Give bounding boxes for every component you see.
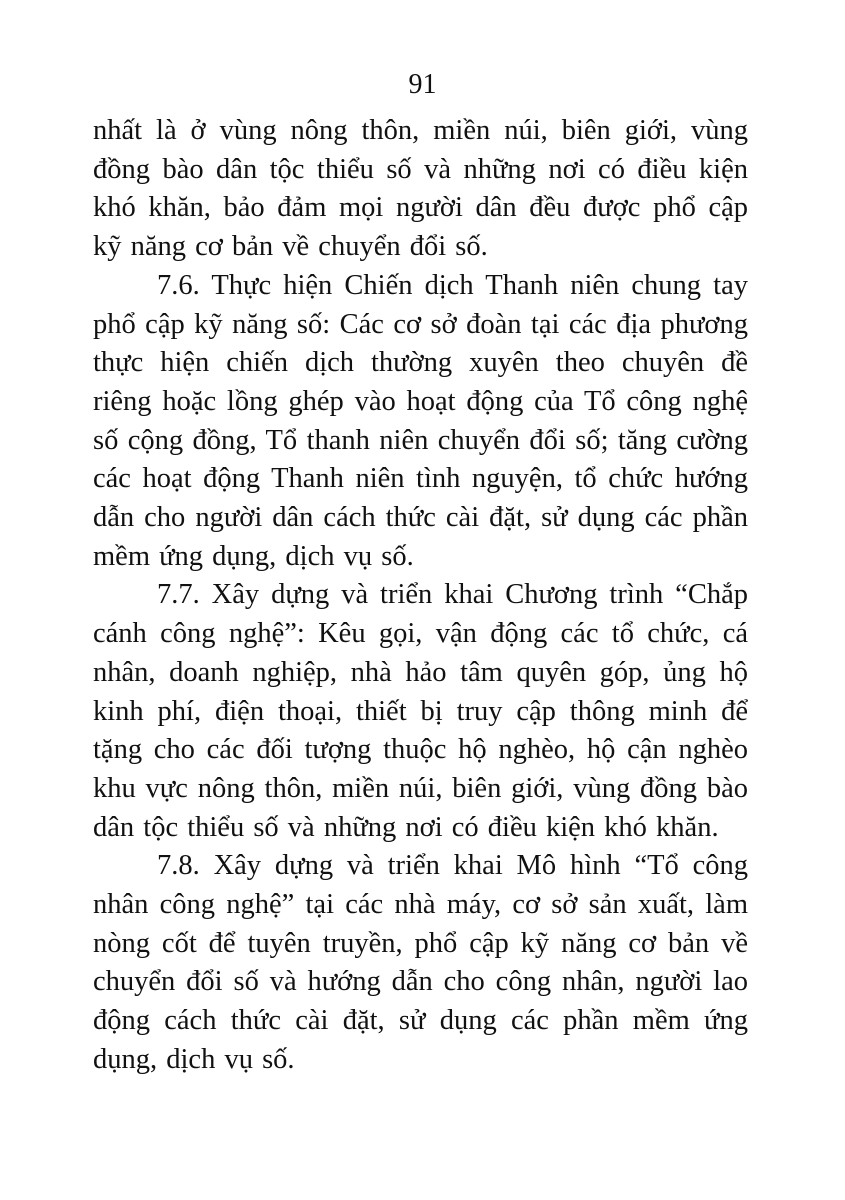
paragraph: 7.7. Xây dựng và triển khai Chương trình “Chắp cánh công nghệ”: Kêu gọi, vận động các tổ chức, cá nhân, doanh nghiệp, nhà hảo tâm quyên góp, ủng hộ kinh phí, điện thoại, thiết bị truy cập thông minh để tặng cho các đối tượng thuộc hộ nghèo, hộ cận nghèo khu vực nông thôn, miền núi, biên giới, vùng đồng bào dân tộc thiểu số và những nơi có điều kiện khó khăn. [93, 579, 748, 843]
paragraph: 7.6. Thực hiện Chiến dịch Thanh niên chung tay phổ cập kỹ năng số: Các cơ sở đoàn tại các địa phương thực hiện chiến dịch thường xuyên theo chuyên đề riêng hoặc lồng ghép vào hoạt động của Tổ công nghệ số cộng đồng, Tổ thanh niên chuyển đổi số; tăng cường các hoạt động Thanh niên tình nguyện, tổ chức hướng dẫn cho người dân cách thức cài đặt, sử dụng các phần mềm ứng dụng, dịch vụ số. [93, 269, 748, 572]
paragraph: 7.8. Xây dựng và triển khai Mô hình “Tổ công nhân công nghệ” tại các nhà máy, cơ sở sản xuất, làm nòng cốt để tuyên truyền, phổ cập kỹ năng cơ bản về chuyển đổi số và hướng dẫn cho công nhân, người lao động cách thức cài đặt, sử dụng các phần mềm ứng dụng, dịch vụ số. [93, 850, 748, 1075]
page-number: 91 [408, 69, 437, 100]
paragraph: nhất là ở vùng nông thôn, miền núi, biên giới, vùng đồng bào dân tộc thiểu số và những nơi có điều kiện khó khăn, bảo đảm mọi người dân đều được phổ cập kỹ năng cơ bản về chuyển đổi số. [93, 115, 748, 263]
page-body [93, 112, 748, 1080]
